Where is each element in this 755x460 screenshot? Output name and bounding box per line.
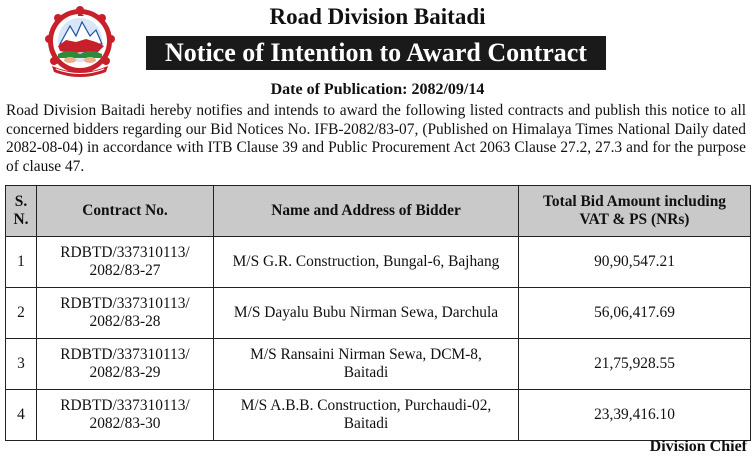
contract-line2: 2082/83-27 <box>89 262 161 279</box>
bidder-line2: Baitadi <box>343 364 389 381</box>
table-header-row <box>6 186 751 237</box>
office-name: Road Division Baitadi <box>269 4 486 29</box>
table-row <box>6 339 751 390</box>
publication-date-line <box>0 80 755 100</box>
intro-paragraph: Road Division Baitadi hereby notifies and intends to award the following listed contracts and publish this notice to all concerned bidders regarding our Bid Notices No. IFB-2082/83-07, (Published on Himalaya Times National Daily dated 2082-08-04) in accordance with ITB Clause 39 and Public Procurement Act 2063 Clause 27.2, 27.3 and for the purpose of clause 47. <box>6 102 746 175</box>
notice-title-banner: Notice of Intention to Award Contract <box>146 36 606 70</box>
cell-contract-no <box>37 339 214 390</box>
cell-contract-no <box>37 288 214 339</box>
bidder-line2: Baitadi <box>343 415 389 432</box>
award-table <box>5 185 751 441</box>
cell-sn: 2 <box>6 288 37 339</box>
table-row <box>6 237 751 288</box>
bidder-line1: M/S Ransaini Nirman Sewa, DCM-8, <box>250 346 482 363</box>
cell-sn: 3 <box>6 339 37 390</box>
table-row <box>6 390 751 441</box>
cell-sn: 1 <box>6 237 37 288</box>
bidder-line1: M/S Dayalu Bubu Nirman Sewa, Darchula <box>233 304 499 321</box>
contract-line1: RDBTD/337310113/ <box>60 244 190 261</box>
table-row <box>6 288 751 339</box>
bidder-line1: M/S G.R. Construction, Bungal-6, Bajhang <box>232 253 500 270</box>
signature-division-chief: Division Chief <box>649 438 747 455</box>
contract-line2: 2082/83-30 <box>89 415 161 432</box>
publication-date-value: 2082/09/14 <box>411 81 485 98</box>
cell-amount: 90,90,547.21 <box>519 237 751 288</box>
header-sn-line2: N. <box>13 211 29 228</box>
cell-contract-no <box>37 390 214 441</box>
cell-contract-no <box>37 237 214 288</box>
cell-sn: 4 <box>6 390 37 441</box>
cell-bidder <box>214 237 519 288</box>
publication-date-label: Date of Publication: <box>270 81 408 98</box>
cell-bidder <box>214 288 519 339</box>
header-sn-line1: S. <box>14 193 28 210</box>
header-contract-no: Contract No. <box>37 186 214 237</box>
bidder-line1: M/S A.B.B. Construction, Purchaudi-02, <box>240 397 492 414</box>
header-amount-line1: Total Bid Amount including <box>543 193 726 210</box>
header-sn <box>6 186 37 237</box>
cell-bidder <box>214 390 519 441</box>
cell-amount: 21,75,928.55 <box>519 339 751 390</box>
header-bidder: Name and Address of Bidder <box>214 186 519 237</box>
contract-line2: 2082/83-29 <box>89 364 161 381</box>
header-amount <box>519 186 751 237</box>
cell-amount: 23,39,416.10 <box>519 390 751 441</box>
contract-line1: RDBTD/337310113/ <box>60 295 190 312</box>
contract-line1: RDBTD/337310113/ <box>60 346 190 363</box>
contract-line1: RDBTD/337310113/ <box>60 397 190 414</box>
cell-amount: 56,06,417.69 <box>519 288 751 339</box>
contract-line2: 2082/83-28 <box>89 313 161 330</box>
header-amount-line2: VAT & PS (NRs) <box>579 211 690 228</box>
cell-bidder <box>214 339 519 390</box>
